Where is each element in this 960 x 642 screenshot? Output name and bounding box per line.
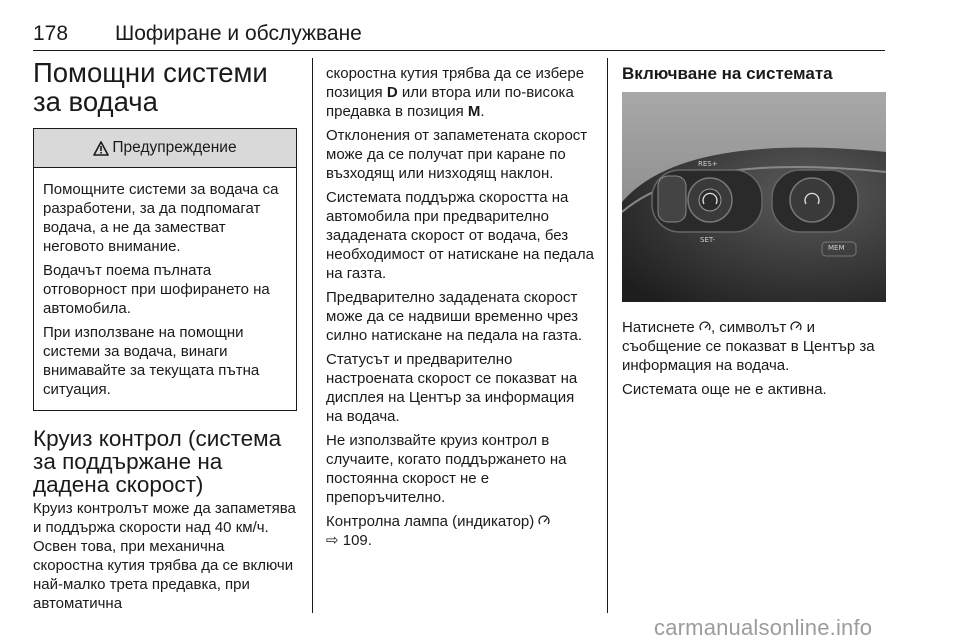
warning-box xyxy=(33,128,297,411)
text-run: и съобщение се показват в Център за информация на водача. xyxy=(622,319,875,374)
body-paragraph: Системата още не е активна. xyxy=(622,381,827,398)
body-paragraph xyxy=(622,318,886,375)
steering-wheel-controls-photo xyxy=(622,92,886,302)
text-run: Контролна лампа (индикатор) xyxy=(326,513,539,530)
page-header xyxy=(33,22,885,52)
gear-d-label: D xyxy=(386,84,398,101)
body-paragraph: Статусът и предварително настроената скорост се показват на дисплея на Център за информация на водача. xyxy=(326,351,578,425)
text-run: Натиснете xyxy=(622,319,699,336)
body-paragraph: Не използвайте круиз контрол в случаите, когато поддържането на постоянна скорост не е препоръчително. xyxy=(326,432,567,506)
body-paragraph: Круиз контролът може да запаметява и поддържа скорости над 40 км/ч. Освен това, при механична скоростна кутия трябва да се включи най-малко трета предавка, при автоматична xyxy=(33,500,296,612)
body-paragraph xyxy=(326,512,594,550)
chapter-title: Шофиране и обслужване xyxy=(115,22,362,45)
warning-header xyxy=(34,129,296,168)
column-left xyxy=(33,58,297,618)
text-run: , символът xyxy=(710,319,791,336)
warning-paragraph: Помощните системи за водача са разработени, за да подпомагат водача, а не да заместват неговото внимание. xyxy=(43,181,279,255)
column-middle xyxy=(326,64,594,555)
body-paragraph: Системата поддържа скоростта на автомобила при предварително зададената скорост от водача, без необходимост от натискане на педала на газта. xyxy=(326,189,594,282)
cruise-control-icon xyxy=(538,515,550,527)
text-run: . xyxy=(480,103,485,120)
subsection-title: Круиз контрол (система за поддържане на дадена скорост) xyxy=(33,426,282,497)
set-label: SET- xyxy=(700,236,716,244)
page-reference-arrow-icon: ⇨ xyxy=(326,532,339,549)
text-run: скоростна кутия трябва да се избере позиция xyxy=(326,65,585,101)
section-title: Помощни системи за водача xyxy=(33,57,268,117)
warning-paragraph: При използване на помощни системи за водача, винаги внимавайте за текущата пътна ситуация. xyxy=(43,324,260,398)
res-label: RES+ xyxy=(698,160,718,168)
page-reference[interactable]: 109. xyxy=(342,532,372,549)
cruise-control-icon xyxy=(699,321,711,333)
watermark: carmanualsonline.info xyxy=(654,615,873,640)
warning-label: Предупреждение xyxy=(112,139,237,156)
body-paragraph: Предварително зададената скорост може да се надвиши временно чрез силно натискане на педала на газта. xyxy=(326,289,582,344)
page-number: 178 xyxy=(33,22,69,45)
gear-m-label: M xyxy=(467,103,481,120)
warning-body xyxy=(34,168,296,410)
column-divider xyxy=(312,58,313,613)
body-paragraph xyxy=(326,64,594,121)
cruise-control-icon xyxy=(790,321,802,333)
column-divider xyxy=(607,58,608,613)
column-right xyxy=(622,64,886,404)
subsection-title: Включване на системата xyxy=(622,64,833,83)
warning-paragraph: Водачът поема пълната отговорност при шофирането на автомобила. xyxy=(43,262,270,317)
text-run: или втора или по-висока предавка в позиция xyxy=(326,84,574,120)
header-rule xyxy=(33,50,885,51)
warning-triangle-icon xyxy=(93,141,109,156)
body-paragraph: Отклонения от запаметената скорост може да се получат при каране по възходящ или низходящ наклон. xyxy=(326,127,588,182)
mem-label: MEM xyxy=(828,244,845,252)
